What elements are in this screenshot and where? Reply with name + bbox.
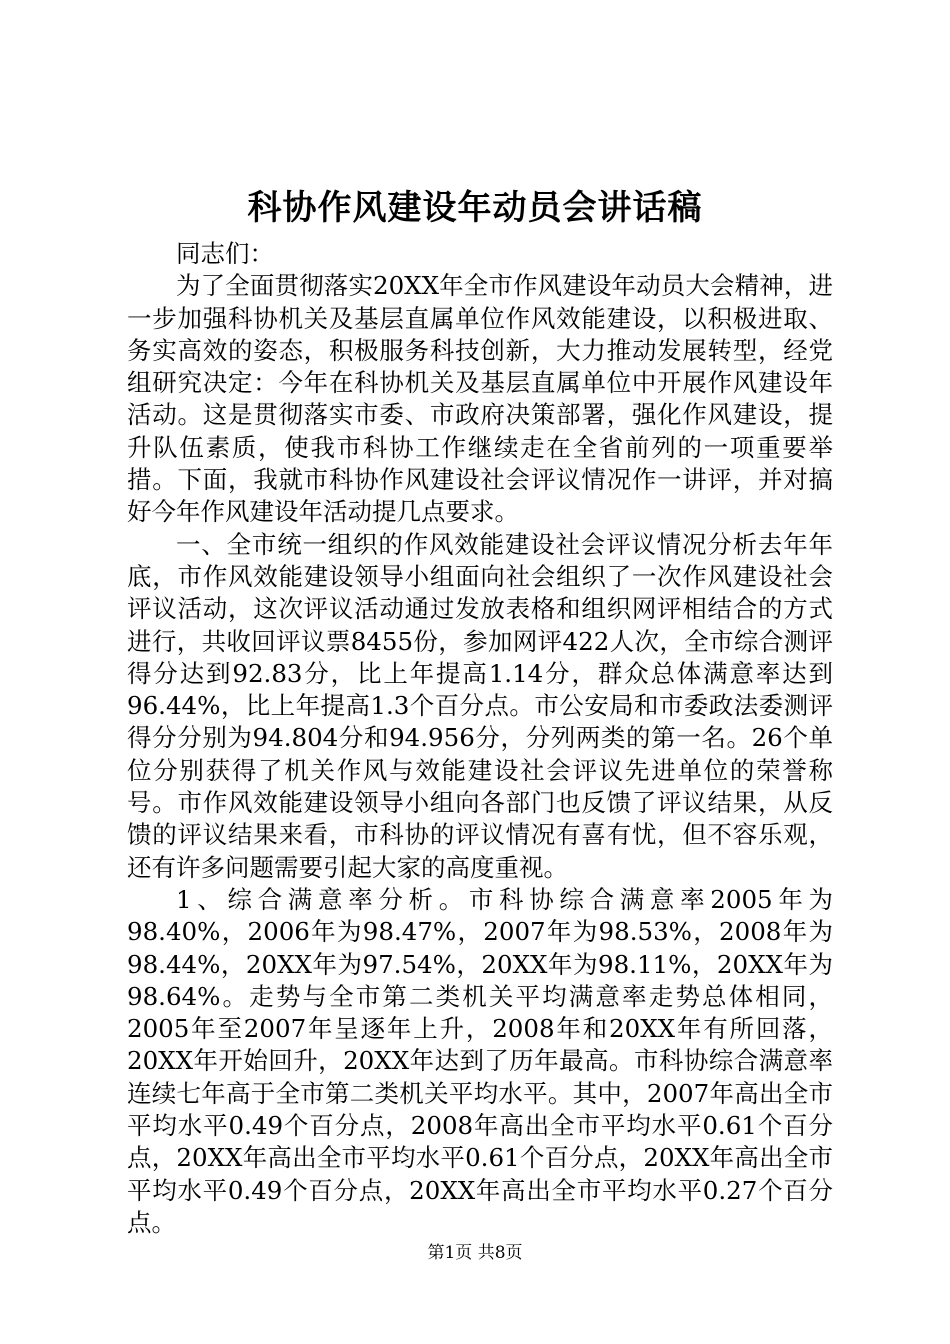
page-footer: 第1页 共8页 (427, 1243, 523, 1263)
document-body (127, 238, 833, 1239)
paragraph-intro: 为了全面贯彻落实20XX年全市作风建设年动员大会精神，进一步加强科协机关及基层直属单位作风效能建设，以积极进取、务实高效的姿态，积极服务科技创新，大力推动发展转型，经党组研究决定：今年在科协机关及基层直属单位中开展作风建设年活动。这是贯彻落实市委、市政府决策部署，强化作风建设，提升队伍素质，使我市科协工作继续走在全省前列的一项重要举措。下面，我就市科协作风建设社会评议情况作一讲评，并对搞好今年作风建设年活动提几点要求。 (127, 271, 833, 527)
paragraph-satisfaction-analysis: 1、综合满意率分析。市科协综合满意率2005年为98.40%，2006年为98.47%，2007年为98.53%，2008年为98.44%，20XX年为97.54%，20XX年为98.11%，20XX年为98.64%。走势与全市第二类机关平均满意率走势总体相同，2005年至2007年呈逐年上升，2008年和20XX年有所回落，20XX年开始回升，20XX年达到了历年最高。市科协综合满意率连续七年高于全市第二类机关平均水平。其中，2007年高出全市平均水平0.49个百分点，2008年高出全市平均水平0.61个百分点，20XX年高出全市平均水平0.61个百分点，20XX年高出全市平均水平0.49个百分点，20XX年高出全市平均水平0.27个百分点。 (127, 884, 833, 1237)
paragraph-section-one: 一、全市统一组织的作风效能建设社会评议情况分析去年年底，市作风效能建设领导小组面向社会组织了一次作风建设社会评议活动，这次评议活动通过发放表格和组织网评相结合的方式进行，共收回评议票8455份，参加网评422人次，全市综合测评得分达到92.83分，比上年提高1.14分，群众总体满意率达到96.44%，比上年提高1.3个百分点。市公安局和市委政法委测评得分分别为94.804分和94.956分，分列两类的第一名。26个单位分别获得了机关作风与效能建设社会评议先进单位的荣誉称号。市作风效能建设领导小组向各部门也反馈了评议结果，从反馈的评议结果来看，市科协的评议情况有喜有忧，但不容乐观，还有许多问题需要引起大家的高度重视。 (127, 529, 833, 882)
document-title: 科协作风建设年动员会讲话稿 (247, 188, 703, 228)
salutation: 同志们： (176, 239, 274, 268)
